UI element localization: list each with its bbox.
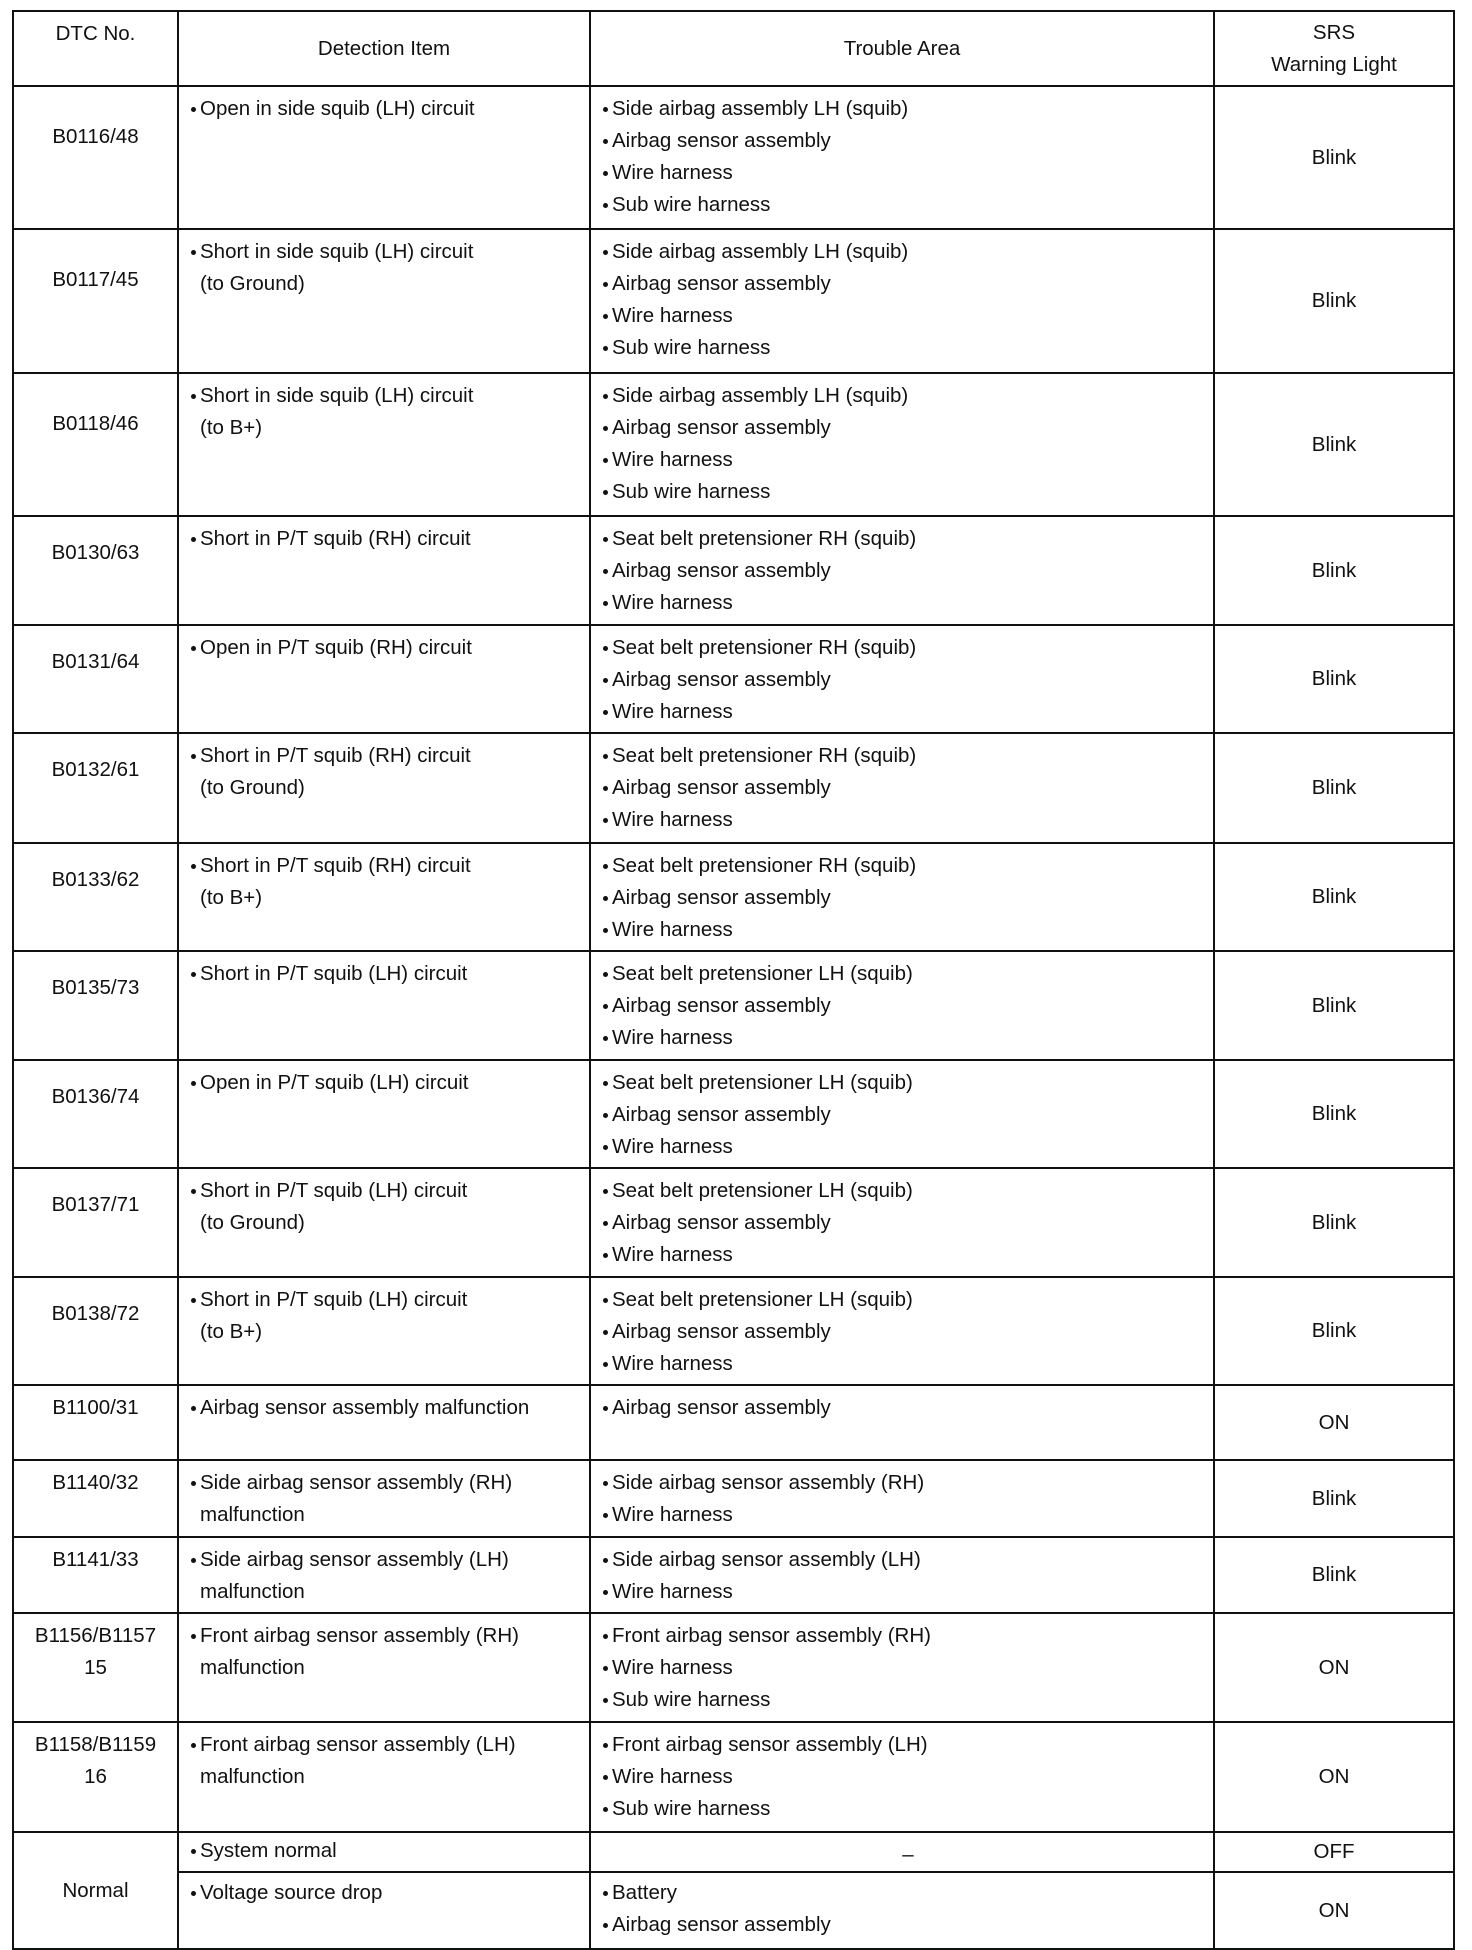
trouble-cell: [590, 1060, 1214, 1168]
trouble-item: Airbag sensor assembly: [603, 1316, 1213, 1348]
dtc-cell: [13, 1613, 178, 1722]
trouble-item: Wire harness: [603, 1761, 1213, 1793]
dtc-cell: [13, 843, 178, 951]
detection-item: malfunction: [200, 1765, 305, 1788]
detection-item: (to B+): [200, 1320, 263, 1343]
header-dtc: DTC No.: [13, 11, 178, 86]
trouble-item: Airbag sensor assembly: [603, 1207, 1213, 1239]
table-row: [13, 86, 1454, 229]
detection-cell: [178, 733, 590, 843]
trouble-item: Side airbag sensor assembly (LH): [603, 1544, 1213, 1576]
dtc-code: B0131/64: [51, 650, 140, 673]
dtc-cell: [13, 1460, 178, 1537]
detection-cell: [178, 516, 590, 625]
trouble-cell: [590, 951, 1214, 1060]
trouble-item: Sub wire harness: [603, 332, 1213, 364]
detection-item: Short in P/T squib (LH) circuit: [191, 958, 589, 990]
trouble-item: Wire harness: [603, 804, 1213, 836]
dtc-table: [12, 10, 1455, 1950]
header-row: [13, 11, 1454, 86]
warning-light-cell: ON: [1214, 1872, 1454, 1949]
warning-light-cell: Blink: [1214, 373, 1454, 516]
detection-cell: [178, 1872, 590, 1949]
header-light-line2: Warning Light: [1271, 52, 1397, 76]
dtc-cell: [13, 1722, 178, 1832]
dtc-code: B0118/46: [52, 412, 139, 435]
trouble-item: Wire harness: [603, 444, 1213, 476]
table-row: [13, 1060, 1454, 1168]
trouble-cell: [590, 625, 1214, 733]
dtc-code: B1140/32: [52, 1471, 139, 1494]
trouble-cell: –: [590, 1832, 1214, 1872]
warning-light-cell: Blink: [1214, 229, 1454, 373]
dtc-cell: [13, 373, 178, 516]
detection-item: Short in side squib (LH) circuit: [191, 380, 589, 412]
trouble-item: Airbag sensor assembly: [603, 412, 1213, 444]
trouble-cell: [590, 1722, 1214, 1832]
table-row: [13, 1385, 1454, 1460]
trouble-item: Airbag sensor assembly: [603, 664, 1213, 696]
dtc-code: B0137/71: [51, 1193, 140, 1216]
table-row: [13, 843, 1454, 951]
detection-cell: [178, 1277, 590, 1385]
warning-light-cell: OFF: [1214, 1832, 1454, 1872]
table-row: [13, 373, 1454, 516]
trouble-item: Side airbag assembly LH (squib): [603, 236, 1213, 268]
table-row: [13, 733, 1454, 843]
trouble-item: Wire harness: [603, 696, 1213, 728]
detection-item: Short in P/T squib (RH) circuit: [191, 740, 589, 772]
detection-cell: [178, 1168, 590, 1277]
trouble-item: Sub wire harness: [603, 1793, 1213, 1825]
detection-cell: [178, 373, 590, 516]
dtc-cell: [13, 625, 178, 733]
trouble-cell: [590, 516, 1214, 625]
dtc-code: B1158/B1159: [34, 1733, 157, 1756]
trouble-item: Airbag sensor assembly: [603, 555, 1213, 587]
detection-item: malfunction: [200, 1580, 305, 1603]
detection-item: (to B+): [200, 416, 263, 439]
trouble-item: Wire harness: [603, 157, 1213, 189]
table-row-normal-1: [13, 1832, 1454, 1872]
table-row: [13, 1168, 1454, 1277]
dtc-cell: [13, 1277, 178, 1385]
trouble-cell: [590, 1872, 1214, 1949]
table-row: [13, 229, 1454, 373]
trouble-item: Airbag sensor assembly: [603, 990, 1213, 1022]
trouble-item: Wire harness: [603, 1576, 1213, 1608]
trouble-item: Seat belt pretensioner LH (squib): [603, 1284, 1213, 1316]
dtc-code: B0130/63: [51, 541, 140, 564]
warning-light-cell: ON: [1214, 1385, 1454, 1460]
trouble-item: Wire harness: [603, 300, 1213, 332]
warning-light-cell: Blink: [1214, 1060, 1454, 1168]
table-row: [13, 625, 1454, 733]
trouble-cell: [590, 1537, 1214, 1613]
detection-item: malfunction: [200, 1503, 305, 1526]
table-row: [13, 1460, 1454, 1537]
warning-light-cell: Blink: [1214, 733, 1454, 843]
trouble-item: Seat belt pretensioner RH (squib): [603, 632, 1213, 664]
header-light-line1: SRS: [1312, 20, 1356, 44]
warning-light-cell: Blink: [1214, 1460, 1454, 1537]
trouble-item: Wire harness: [603, 1022, 1213, 1054]
warning-light-cell: Blink: [1214, 625, 1454, 733]
dtc-code: B1156/B1157: [34, 1624, 157, 1647]
trouble-item: Wire harness: [603, 1652, 1213, 1684]
table-row: [13, 1613, 1454, 1722]
detection-item: Airbag sensor assembly malfunction: [191, 1392, 589, 1424]
table-row: [13, 951, 1454, 1060]
detection-item: Short in side squib (LH) circuit: [191, 236, 589, 268]
detection-item: Short in P/T squib (LH) circuit: [191, 1284, 589, 1316]
detection-cell: [178, 1537, 590, 1613]
trouble-item: Wire harness: [603, 1131, 1213, 1163]
dtc-cell: [13, 229, 178, 373]
header-trouble: Trouble Area: [590, 11, 1214, 86]
trouble-item: Wire harness: [603, 914, 1213, 946]
trouble-item: Seat belt pretensioner LH (squib): [603, 1067, 1213, 1099]
dtc-code: B0133/62: [51, 868, 140, 891]
trouble-item: Side airbag assembly LH (squib): [603, 93, 1213, 125]
trouble-item: Wire harness: [603, 1348, 1213, 1380]
detection-cell: [178, 951, 590, 1060]
detection-item: (to Ground): [200, 776, 305, 799]
trouble-item: Airbag sensor assembly: [603, 1392, 1213, 1424]
detection-item: Side airbag sensor assembly (LH): [191, 1544, 589, 1576]
trouble-item: Airbag sensor assembly: [603, 125, 1213, 157]
detection-item: Open in P/T squib (RH) circuit: [191, 632, 589, 664]
table-row: [13, 1277, 1454, 1385]
detection-cell: [178, 843, 590, 951]
trouble-item: Seat belt pretensioner LH (squib): [603, 1175, 1213, 1207]
trouble-cell: [590, 1385, 1214, 1460]
table-row: [13, 1537, 1454, 1613]
detection-cell: [178, 229, 590, 373]
dtc-code: B1141/33: [52, 1548, 139, 1571]
trouble-cell: [590, 1277, 1214, 1385]
dtc-cell: Normal: [13, 1832, 178, 1949]
dtc-code: B0117/45: [52, 268, 139, 291]
trouble-item: Wire harness: [603, 1239, 1213, 1271]
dtc-code: B0132/61: [51, 758, 140, 781]
detection-item: Short in P/T squib (RH) circuit: [191, 850, 589, 882]
trouble-item: Seat belt pretensioner RH (squib): [603, 740, 1213, 772]
detection-cell: [178, 1722, 590, 1832]
header-detection: Detection Item: [178, 11, 590, 86]
detection-item: Short in P/T squib (RH) circuit: [191, 523, 589, 555]
table-row: [13, 516, 1454, 625]
trouble-cell: [590, 843, 1214, 951]
warning-light-cell: Blink: [1214, 1277, 1454, 1385]
detection-cell: [178, 625, 590, 733]
dtc-code: B0116/48: [52, 125, 139, 148]
trouble-cell: [590, 1613, 1214, 1722]
detection-item: Side airbag sensor assembly (RH): [191, 1467, 589, 1499]
trouble-item: Side airbag assembly LH (squib): [603, 380, 1213, 412]
trouble-item: Seat belt pretensioner LH (squib): [603, 958, 1213, 990]
warning-light-cell: Blink: [1214, 86, 1454, 229]
detection-item: Open in side squib (LH) circuit: [191, 93, 589, 125]
trouble-cell: [590, 1168, 1214, 1277]
detection-item: malfunction: [200, 1656, 305, 1679]
detection-item: (to Ground): [200, 1211, 305, 1234]
trouble-item: Battery: [603, 1877, 1213, 1909]
dtc-code: B0138/72: [51, 1302, 140, 1325]
detection-item: (to Ground): [200, 272, 305, 295]
dtc-cell: [13, 733, 178, 843]
trouble-cell: [590, 86, 1214, 229]
detection-item: Voltage source drop: [191, 1877, 589, 1909]
warning-light-cell: Blink: [1214, 1537, 1454, 1613]
warning-light-cell: Blink: [1214, 516, 1454, 625]
dtc-cell: [13, 1168, 178, 1277]
header-light: [1214, 11, 1454, 86]
trouble-cell: [590, 373, 1214, 516]
trouble-item: Side airbag sensor assembly (RH): [603, 1467, 1213, 1499]
detection-cell: [178, 1613, 590, 1722]
dtc-code: B0135/73: [51, 976, 140, 999]
trouble-cell: [590, 1460, 1214, 1537]
warning-light-cell: ON: [1214, 1722, 1454, 1832]
detection-item: Front airbag sensor assembly (LH): [191, 1729, 589, 1761]
warning-light-cell: Blink: [1214, 843, 1454, 951]
trouble-item: Seat belt pretensioner RH (squib): [603, 850, 1213, 882]
trouble-item: Seat belt pretensioner RH (squib): [603, 523, 1213, 555]
trouble-cell: [590, 229, 1214, 373]
trouble-item: Front airbag sensor assembly (LH): [603, 1729, 1213, 1761]
dtc-cell: [13, 1060, 178, 1168]
table-row-normal-2: [13, 1872, 1454, 1949]
trouble-item: Sub wire harness: [603, 476, 1213, 508]
detection-cell: [178, 86, 590, 229]
trouble-item: Airbag sensor assembly: [603, 268, 1213, 300]
dtc-cell: [13, 1385, 178, 1460]
trouble-item: Wire harness: [603, 1499, 1213, 1531]
trouble-item: Airbag sensor assembly: [603, 1909, 1213, 1941]
trouble-item: Wire harness: [603, 587, 1213, 619]
detection-item: System normal: [191, 1835, 589, 1867]
detection-cell: [178, 1385, 590, 1460]
detection-item: Front airbag sensor assembly (RH): [191, 1620, 589, 1652]
dtc-code: 16: [84, 1765, 107, 1788]
detection-cell: [178, 1060, 590, 1168]
table-row: [13, 1722, 1454, 1832]
dtc-cell: [13, 86, 178, 229]
dtc-code: B0136/74: [51, 1085, 140, 1108]
detection-item: Short in P/T squib (LH) circuit: [191, 1175, 589, 1207]
detection-cell: [178, 1832, 590, 1872]
warning-light-cell: ON: [1214, 1613, 1454, 1722]
trouble-item: Airbag sensor assembly: [603, 882, 1213, 914]
detection-cell: [178, 1460, 590, 1537]
dtc-cell: [13, 951, 178, 1060]
trouble-item: Sub wire harness: [603, 189, 1213, 221]
dtc-cell: [13, 1537, 178, 1613]
trouble-item: Sub wire harness: [603, 1684, 1213, 1716]
trouble-item: Airbag sensor assembly: [603, 772, 1213, 804]
trouble-cell: [590, 733, 1214, 843]
trouble-item: Front airbag sensor assembly (RH): [603, 1620, 1213, 1652]
dtc-code: B1100/31: [52, 1396, 139, 1419]
warning-light-cell: Blink: [1214, 951, 1454, 1060]
dtc-code: 15: [84, 1656, 107, 1679]
detection-item: Open in P/T squib (LH) circuit: [191, 1067, 589, 1099]
dtc-cell: [13, 516, 178, 625]
detection-item: (to B+): [200, 886, 263, 909]
trouble-item: Airbag sensor assembly: [603, 1099, 1213, 1131]
warning-light-cell: Blink: [1214, 1168, 1454, 1277]
